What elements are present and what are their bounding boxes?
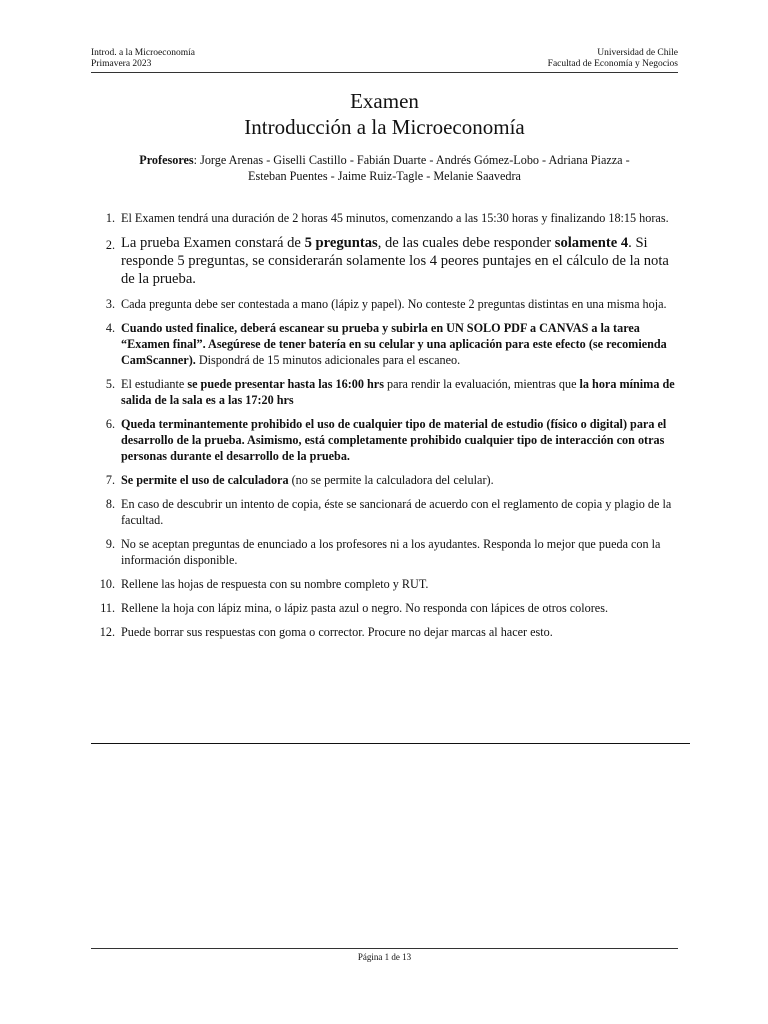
item-text: El Examen tendrá una duración de 2 horas 45 minutos, comenzando a las 15:30 horas y finalizando 18:15 horas. <box>121 211 669 225</box>
item-bold: se puede presentar hasta las 16:00 hrs <box>187 377 384 391</box>
item-text: El estudiante <box>121 377 188 391</box>
instruction-item <box>91 600 678 616</box>
item-number: 10. <box>99 577 115 591</box>
professors-line-1 <box>91 152 678 168</box>
footer-rule <box>91 948 678 949</box>
item-text: , de las cuales debe responder <box>377 235 555 251</box>
item-number: 11. <box>100 601 115 615</box>
item-text: Puede borrar sus respuestas con goma o corrector. Procure no dejar marcas al hacer esto. <box>121 625 553 639</box>
course-title: Introducción a la Microeconomía <box>244 115 525 139</box>
instruction-item <box>91 496 678 528</box>
university-name: Universidad de Chile <box>597 48 678 58</box>
item-bold: Queda terminantemente prohibido el uso de cualquier tipo de material de estudio (físico o digital) para el desarrollo de la prueba. Asimismo, está completamente prohibido cualquier tipo de interacción con otras personas durante el desarrollo de la prueba. <box>121 417 667 463</box>
item-text: La prueba Examen constará de <box>121 235 305 251</box>
item-number: 8. <box>105 497 115 511</box>
header-left <box>91 48 195 70</box>
instruction-item <box>91 210 678 226</box>
instruction-item <box>91 376 678 408</box>
item-text: para rendir la evaluación, mientras que <box>383 377 580 391</box>
item-text: Dispondrá de 15 minutos adicionales para el escaneo. <box>195 353 461 367</box>
instruction-item <box>91 576 678 592</box>
item-bold: Cuando usted finalice, deberá escanear su prueba y subirla en UN SOLO PDF a CANVAS a la tarea “Examen final”. Asegúrese de tener batería en su celular y una aplicación para este efecto (se recomienda CamScanner). <box>121 321 667 367</box>
item-number: 9. <box>105 537 115 551</box>
header-rule <box>91 72 678 73</box>
instruction-item <box>91 624 678 640</box>
instruction-item <box>91 296 678 312</box>
item-number: 1. <box>105 211 115 225</box>
item-number: 4. <box>105 321 115 335</box>
header-right <box>548 48 678 70</box>
item-text: No se aceptan preguntas de enunciado a los profesores ni a los ayudantes. Responda lo mejor que pueda con la información disponible. <box>121 537 661 567</box>
exam-title: Examen <box>350 89 419 113</box>
title-block <box>91 88 678 184</box>
item-number: 5. <box>105 377 115 391</box>
professors-label: Profesores <box>139 153 194 167</box>
instruction-item <box>91 320 678 368</box>
item-number: 7. <box>105 473 115 487</box>
item-text: En caso de descubrir un intento de copia, éste se sancionará de acuerdo con el reglamento de copia y plagio de la facultad. <box>121 497 672 527</box>
instruction-item <box>91 416 678 464</box>
professors-names-2: Esteban Puentes - Jaime Ruiz-Tagle - Melanie Saavedra <box>248 169 521 183</box>
item-text: (no se permite la calculadora del celular). <box>288 473 494 487</box>
item-text: Rellene las hojas de respuesta con su nombre completo y RUT. <box>121 577 429 591</box>
section-divider <box>91 743 690 744</box>
item-bold: la hora mínima de salida de la sala es a las 17:20 hrs <box>121 377 675 407</box>
item-number: 3. <box>105 297 115 311</box>
page-number: Página 1 de 13 <box>357 952 412 962</box>
item-text: . Si responde 5 preguntas, se considerarán solamente los 4 peores puntajes en el cálculo de la nota de la prueba. <box>121 235 669 287</box>
item-number: 6. <box>105 417 115 431</box>
instruction-item <box>91 536 678 568</box>
professors-names-1: : Jorge Arenas - Giselli Castillo - Fabián Duarte - Andrés Gómez-Lobo - Adriana Piazza - <box>193 153 630 167</box>
faculty-name: Facultad de Economía y Negocios <box>547 59 678 69</box>
item-bold: Se permite el uso de calculadora <box>121 473 289 487</box>
item-text: Rellene la hoja con lápiz mina, o lápiz pasta azul o negro. No responda con lápices de otros colores. <box>121 601 608 615</box>
instruction-item <box>91 234 678 288</box>
item-text: Cada pregunta debe ser contestada a mano (lápiz y papel). No conteste 2 preguntas distintas en una misma hoja. <box>121 297 667 311</box>
professors <box>91 152 678 184</box>
item-bold: 5 preguntas <box>304 235 378 251</box>
course-name: Introd. a la Microeconomía <box>91 48 195 58</box>
item-number: 12. <box>99 625 115 639</box>
semester: Primavera 2023 <box>91 59 152 69</box>
instructions-list <box>91 210 678 648</box>
item-number: 2. <box>105 238 115 252</box>
instruction-item <box>91 472 678 488</box>
item-bold: solamente 4 <box>554 235 629 251</box>
